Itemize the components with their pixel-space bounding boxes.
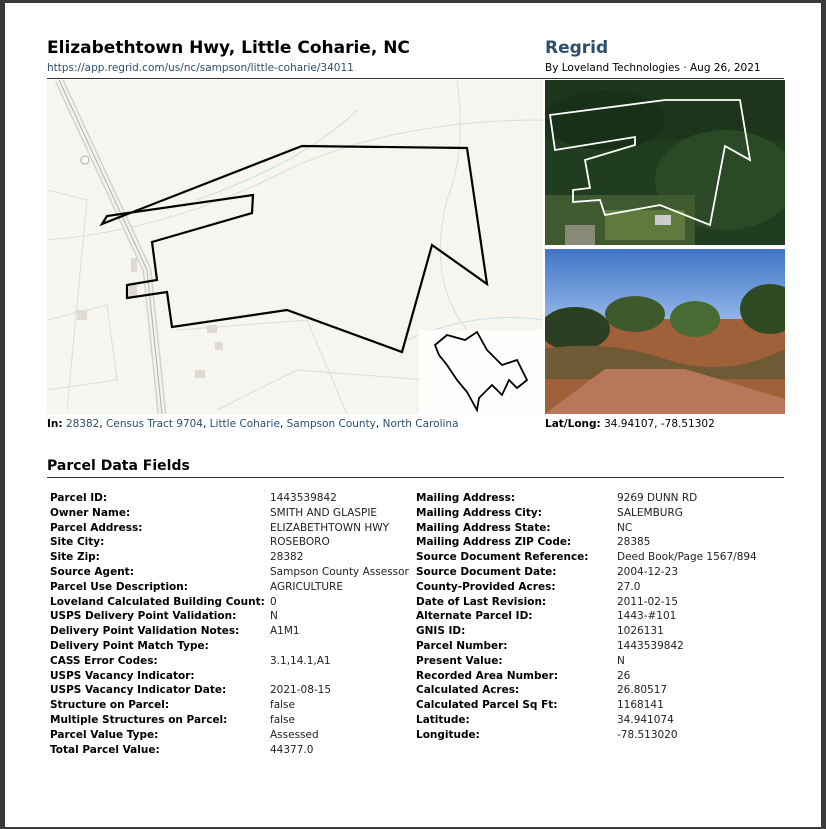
- place-link[interactable]: Little Coharie: [209, 418, 280, 430]
- state-link[interactable]: North Carolina: [382, 418, 459, 430]
- field-value: 28385: [617, 536, 651, 549]
- field-row: [416, 535, 777, 550]
- field-label: Parcel Value Type:: [50, 728, 159, 741]
- tract-link[interactable]: Census Tract 9704: [106, 418, 203, 430]
- field-label: Present Value:: [416, 654, 503, 667]
- field-row: [50, 580, 410, 595]
- latlong-value: 34.94107, -78.51302: [604, 418, 715, 430]
- field-label: Alternate Parcel ID:: [416, 610, 533, 623]
- field-value: 34.941074: [617, 713, 674, 726]
- field-row: [50, 698, 410, 713]
- field-row: [50, 506, 410, 521]
- field-row: [416, 609, 777, 624]
- field-value: false: [270, 699, 295, 712]
- field-row: [416, 698, 777, 713]
- field-value: NC: [617, 521, 633, 534]
- field-label: Mailing Address ZIP Code:: [416, 536, 572, 549]
- field-label: CASS Error Codes:: [50, 654, 158, 667]
- section-divider: [47, 477, 784, 478]
- field-row: [416, 728, 777, 743]
- byline: By Loveland Technologies · Aug 26, 2021: [545, 62, 761, 74]
- field-label: Site City:: [50, 536, 105, 549]
- satellite-canvas: [545, 80, 785, 245]
- street-view-image: [545, 249, 785, 414]
- field-value: 27.0: [617, 580, 641, 593]
- field-row: [416, 654, 777, 669]
- field-value: AGRICULTURE: [270, 580, 343, 593]
- field-row: [50, 683, 410, 698]
- field-row: [416, 669, 777, 684]
- field-row: [50, 521, 410, 536]
- field-value: 9269 DUNN RD: [617, 492, 698, 504]
- field-label: Longitude:: [416, 728, 480, 741]
- field-row: [50, 654, 410, 669]
- field-value: ELIZABETHTOWN HWY: [270, 521, 390, 534]
- field-value: A1M1: [270, 625, 300, 638]
- field-label: USPS Delivery Point Validation:: [50, 610, 237, 623]
- field-row: [50, 565, 410, 580]
- field-label: Total Parcel Value:: [50, 743, 160, 756]
- brand-name: Regrid: [545, 38, 609, 58]
- fields-right-column: [416, 491, 777, 743]
- field-label: Delivery Point Match Type:: [50, 639, 209, 652]
- field-row: [416, 683, 777, 698]
- field-value: 3.1,14.1,A1: [270, 654, 331, 667]
- in-label: In:: [47, 418, 63, 430]
- parcel-url-link[interactable]: https://app.regrid.com/us/nc/sampson/little-coharie/34011: [47, 62, 354, 74]
- satellite-image: [545, 80, 785, 245]
- field-value: Deed Book/Page 1567/894: [617, 551, 757, 564]
- field-value: false: [270, 713, 295, 726]
- field-value: 2021-08-15: [270, 684, 332, 697]
- field-value: [270, 639, 410, 654]
- field-label: County-Provided Acres:: [416, 580, 556, 593]
- field-label: Source Document Date:: [416, 565, 557, 578]
- field-label: Recorded Area Number:: [416, 669, 559, 682]
- field-row: [50, 669, 410, 684]
- field-label: Multiple Structures on Parcel:: [50, 713, 228, 726]
- field-value: N: [270, 610, 278, 623]
- field-row: [416, 580, 777, 595]
- field-label: Parcel Number:: [416, 639, 508, 652]
- county-link[interactable]: Sampson County: [286, 418, 376, 430]
- field-row: [50, 713, 410, 728]
- field-value: N: [617, 654, 625, 667]
- field-row: [50, 639, 410, 654]
- field-value: 1168141: [617, 699, 664, 712]
- header-divider: [47, 78, 784, 79]
- field-value: 1026131: [617, 625, 664, 638]
- field-label: Date of Last Revision:: [416, 595, 547, 608]
- field-label: Source Document Reference:: [416, 551, 589, 564]
- latlong-line: [545, 418, 715, 430]
- report-page: [5, 3, 821, 827]
- field-label: Parcel Address:: [50, 521, 143, 534]
- field-row: [416, 550, 777, 565]
- field-label: Calculated Parcel Sq Ft:: [416, 699, 558, 712]
- field-row: [416, 565, 777, 580]
- field-label: USPS Vacancy Indicator Date:: [50, 684, 227, 697]
- field-value: ROSEBORO: [270, 536, 330, 549]
- field-label: Calculated Acres:: [416, 684, 520, 697]
- field-value: 1443539842: [617, 639, 684, 652]
- field-value: -78.513020: [617, 728, 678, 741]
- field-label: Parcel ID:: [50, 492, 108, 504]
- field-label: Source Agent:: [50, 565, 134, 578]
- field-label: Structure on Parcel:: [50, 699, 170, 712]
- section-title: Parcel Data Fields: [47, 458, 190, 474]
- field-value: 0: [270, 595, 277, 608]
- field-label: Parcel Use Description:: [50, 580, 188, 593]
- field-label: Mailing Address State:: [416, 521, 551, 534]
- field-value: Assessed: [270, 728, 319, 741]
- field-value: 44377.0: [270, 743, 314, 756]
- field-value: 28382: [270, 551, 304, 564]
- field-value: SMITH AND GLASPIE: [270, 506, 378, 519]
- field-value: 26.80517: [617, 684, 668, 697]
- field-row: [50, 535, 410, 550]
- field-row: [50, 550, 410, 565]
- field-value: 26: [617, 669, 631, 682]
- field-row: [416, 639, 777, 654]
- field-label: Mailing Address City:: [416, 506, 542, 519]
- field-label: Owner Name:: [50, 506, 131, 519]
- field-value: SALEMBURG: [617, 506, 683, 519]
- page-title: Elizabethtown Hwy, Little Coharie, NC: [47, 38, 410, 58]
- field-value: Sampson County Assessor: [270, 565, 409, 578]
- field-value: 1443539842: [270, 492, 337, 504]
- field-row: [50, 609, 410, 624]
- field-row: [416, 491, 777, 506]
- field-value: 2004-12-23: [617, 565, 679, 578]
- field-row: [416, 595, 777, 610]
- street-view-canvas: [545, 249, 785, 414]
- field-row: [416, 521, 777, 536]
- field-row: [416, 506, 777, 521]
- field-row: [50, 624, 410, 639]
- field-row: [50, 743, 410, 758]
- field-row: [50, 728, 410, 743]
- field-label: Loveland Calculated Building Count:: [50, 595, 265, 608]
- field-label: GNIS ID:: [416, 625, 466, 638]
- field-label: USPS Vacancy Indicator:: [50, 669, 195, 682]
- field-label: Latitude:: [416, 713, 470, 726]
- field-row: [416, 624, 777, 639]
- field-row: [50, 491, 410, 506]
- parcel-map[interactable]: [47, 80, 543, 414]
- field-label: Site Zip:: [50, 551, 100, 564]
- field-value: [270, 669, 410, 684]
- location-line: In: 28382, Census Tract 9704, Little Coharie, Sampson County, North Carolina: [47, 418, 459, 430]
- field-row: [50, 595, 410, 610]
- field-row: [416, 713, 777, 728]
- field-label: Mailing Address:: [416, 492, 516, 504]
- fields-left-column: [50, 491, 410, 757]
- field-value: 2011-02-15: [617, 595, 679, 608]
- latlong-label: Lat/Long:: [545, 418, 601, 430]
- map-canvas: [47, 80, 543, 414]
- zip-link[interactable]: 28382: [65, 418, 100, 430]
- field-label: Delivery Point Validation Notes:: [50, 625, 240, 638]
- field-value: 1443-#101: [617, 610, 677, 623]
